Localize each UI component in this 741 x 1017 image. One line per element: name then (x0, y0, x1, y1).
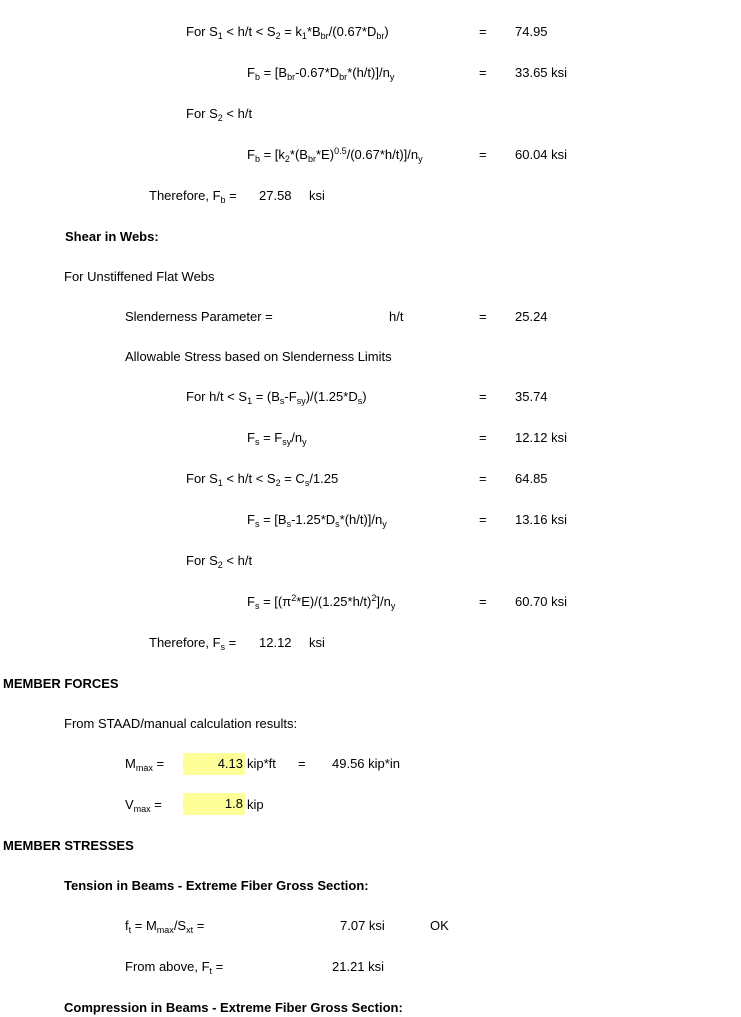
bending-s1-s2-value: 74.95 (515, 24, 548, 39)
member-stresses-heading: MEMBER STRESSES (3, 838, 134, 853)
bending-fb-value-1: 33.65 ksi (515, 65, 568, 80)
equals-sign: = (479, 389, 487, 404)
mmax-input-value: 4.13 (217, 756, 243, 771)
forces-source-label: From STAAD/manual calculation results: (64, 716, 298, 731)
shear-s1-s2-value: 64.85 (515, 471, 548, 486)
shear-s2-condition: For $S_2 < h/t$ (186, 553, 253, 570)
vmax-label: $V_{max}$ = (125, 797, 162, 814)
mmax-converted-value: 49.56 kip*in (332, 756, 400, 771)
shear-fs-formula-2: $F_s = [B_s-1.25*D_s*(h/t)]/n_y$ (247, 512, 387, 529)
bending-fb-formula-1: $F_b = [B_{br}-0.67*D_{br}*(h/t)]/n_y$ (247, 65, 395, 82)
shear-s1-formula: For $h/t < S_1 = (B_s-F_{sy})/(1.25*D_s)$ (186, 389, 367, 406)
Ft-label: From above, $F_t$ = (125, 959, 224, 976)
shear-subheading: For Unstiffened Flat Webs (64, 269, 215, 284)
slenderness-label: Slenderness Parameter = (125, 309, 273, 324)
shear-s1-value: 35.74 (515, 389, 548, 404)
bending-therefore-unit: ksi (309, 188, 325, 203)
equals-sign: = (479, 147, 487, 162)
equals-sign: = (479, 309, 487, 324)
shear-therefore-value: 12.12 (259, 635, 292, 650)
mmax-label: $M_{max}$ = (125, 756, 165, 773)
shear-therefore-label: Therefore, $F_s$ = (149, 635, 237, 652)
bending-therefore-label: Therefore, $F_b$ = (149, 188, 237, 205)
equals-sign: = (479, 430, 487, 445)
equals-sign: = (479, 65, 487, 80)
ft-status: OK (430, 918, 449, 933)
equals-sign: = (479, 594, 487, 609)
vmax-input-cell[interactable] (183, 793, 245, 815)
shear-therefore-unit: ksi (309, 635, 325, 650)
ft-formula: $f_t = M_{max}/S_{xt}$ = (125, 918, 205, 935)
shear-fs-value-3: 60.70 ksi (515, 594, 568, 609)
shear-heading: Shear in Webs: (65, 229, 159, 244)
Ft-value: 21.21 ksi (332, 959, 385, 974)
tension-heading: Tension in Beams - Extreme Fiber Gross Section: (64, 878, 369, 893)
bending-fb-formula-2: $F_b = [k_2*(B_{br}*E)^{0.5}/(0.67*h/t)]/n_y$ (247, 146, 423, 164)
mmax-unit: kip*ft (247, 756, 276, 771)
shear-s1-s2-formula: For $S_1 < h/t < S_2 = C_s/1.25$ (186, 471, 339, 488)
compression-heading: Compression in Beams - Extreme Fiber Gross Section: (64, 1000, 403, 1015)
allowable-stress-label: Allowable Stress based on Slenderness Limits (125, 349, 392, 364)
bending-s1-s2-formula: For $S_1 < h/t < S_2 = k_1*B_{br}/(0.67*D_{br})$ (186, 24, 389, 41)
shear-fs-value-1: 12.12 ksi (515, 430, 568, 445)
equals-sign: = (479, 24, 487, 39)
slenderness-expr: h/t (389, 309, 404, 324)
bending-therefore-value: 27.58 (259, 188, 292, 203)
equals-sign: = (479, 471, 487, 486)
equals-sign: = (298, 756, 306, 771)
slenderness-value: 25.24 (515, 309, 548, 324)
bending-fb-value-2: 60.04 ksi (515, 147, 568, 162)
vmax-input-value: 1.8 (224, 796, 243, 811)
shear-fs-formula-1: $F_s = F_{sy}/n_y$ (247, 430, 307, 447)
shear-fs-formula-3: $F_s = [(\pi^2*E)/(1.25*h/t)^2]/n_y$ (247, 593, 396, 611)
mmax-input-cell[interactable] (183, 753, 245, 775)
equals-sign: = (479, 512, 487, 527)
shear-fs-value-2: 13.16 ksi (515, 512, 568, 527)
ft-value: 7.07 ksi (340, 918, 385, 933)
member-forces-heading: MEMBER FORCES (3, 676, 119, 691)
bending-s2-condition: For $S_2 < h/t$ (186, 106, 253, 123)
vmax-unit: kip (247, 797, 264, 812)
